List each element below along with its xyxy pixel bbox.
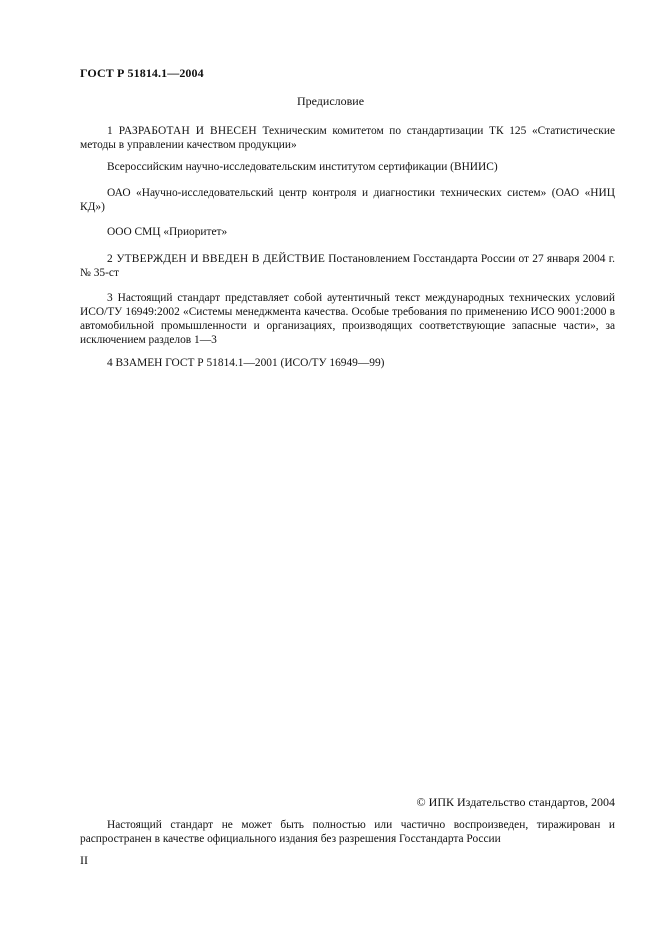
item-3-text: 3 Настоящий стандарт представляет собой аутентичный текст международных технических условий ИСО/ТУ 16949:2002 «Системы менеджмента качества. Особые требования по применению ИСО 9001:2000 в автомобильной промышленности и организациях, производящих соответствующие запасные части», за исключением разделов 1—3 xyxy=(80,292,615,346)
item-1-text: Техническим комитетом по стандартизации ТК 125 «Статистические методы в управлении качеством продукции» xyxy=(80,125,615,151)
standard-number: ГОСТ Р 51814.1—2004 xyxy=(80,66,204,80)
section-title: Предисловие xyxy=(296,94,365,108)
copyright: © ИПК Издательство стандартов, 2004 xyxy=(416,795,615,809)
item-1-org-priority: ООО СМЦ «Приоритет» xyxy=(107,226,228,238)
reproduction-notice: Настоящий стандарт не может быть полностью или частично воспроизведен, тиражирован и распространен в качестве официального издания без разрешения Госстандарта России xyxy=(80,819,615,845)
page-number: II xyxy=(80,853,88,867)
item-2-lead: 2 УТВЕРЖДЕН И ВВЕДЕН В ДЕЙСТВИЕ xyxy=(107,253,326,265)
item-2-approved xyxy=(80,252,615,280)
item-1-developed xyxy=(80,124,615,152)
item-4-replaces: 4 ВЗАМЕН ГОСТ Р 51814.1—2001 (ИСО/ТУ 16949—99) xyxy=(107,357,385,369)
item-1-org-vniis: Всероссийским научно-исследовательским институтом сертификации (ВНИИС) xyxy=(107,161,498,173)
item-2-text: Постановлением Госстандарта России от 27 января 2004 г. № 35-ст xyxy=(80,253,615,279)
item-1-lead: 1 РАЗРАБОТАН И ВНЕСЕН xyxy=(107,125,257,137)
item-1-org-nic-kd: ОАО «Научно-исследовательский центр контроля и диагностики технических систем» (ОАО «НИЦ КД») xyxy=(80,187,615,213)
